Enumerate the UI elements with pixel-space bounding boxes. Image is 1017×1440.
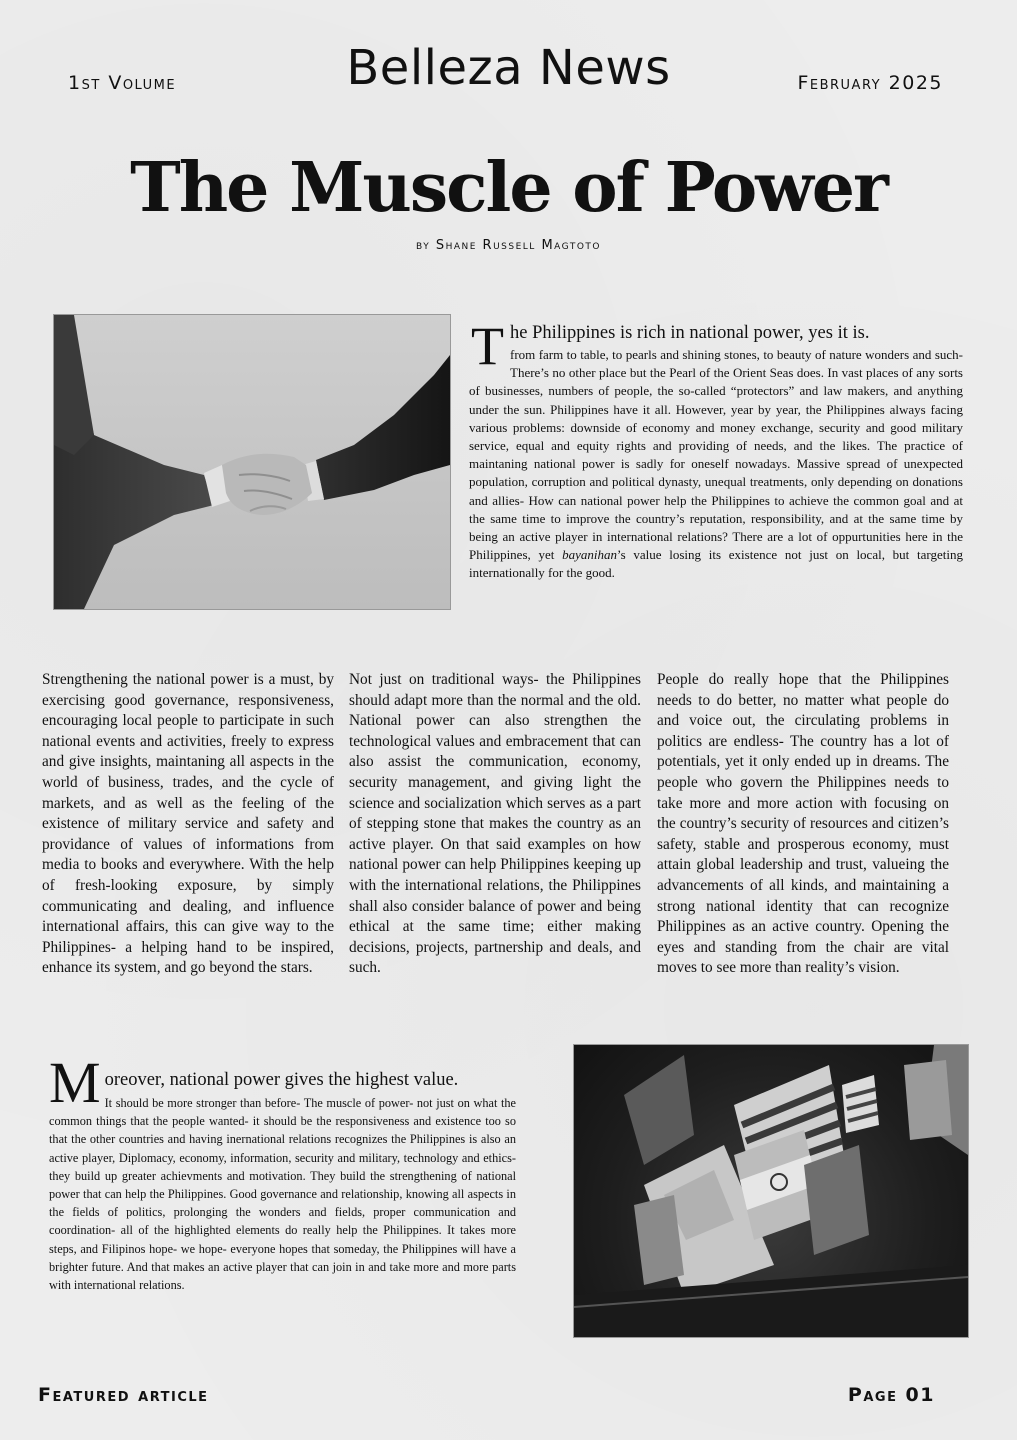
flags-photo [573, 1044, 969, 1338]
handshake-photo [53, 314, 451, 610]
intro-lead-sentence: he Philippines is rich in national power, yes it is. [510, 323, 870, 343]
issue-date: February 2025 [797, 72, 943, 94]
intro-dropcap: T [471, 316, 504, 376]
article-headline: The Muscle of Power [130, 148, 887, 228]
body-column-1: Strengthening the national power is a must, by exercising good governance, responsiveness, encouraging local people to participate in such national events and activities, freely to express and give insights, maintaning all aspects in the world of business, trades, and the cycle of markets, and as well as the feeling of the existence of military service and safety and providance of values of informations from media to books and everywhere. With the help of fresh-looking exposure, by simply communicating and dealing, and influence international affairs, this can give way to the Philippines- a helping hand to be inspired, enhance its system, and go beyond the stars. [42, 671, 334, 977]
page-number: Page 01 [847, 1384, 935, 1406]
volume-label: 1st Volume [68, 72, 177, 94]
conclusion-dropcap: M [49, 1050, 101, 1115]
intro-body-text: from farm to table, to pearls and shining stones, to beauty of nature wonders and such- There’s no other place but the Pearl of the Orient Seas does. In vast places of any sorts of businesses, numbers of people, the so-called “protectors” and law makers, and anything under the sun. Philippines have it all. However, year by year, the Philippines always facing various problems: downside of economy and money exchange, security and good military service, equal and equity rights and providing of needs, and the likes. The practice of maintaning national power is sadly for oneself nowadays. Massive spread of unexpected population, corruption and political dynasty, unequal treatments, only depending on donations and allies- How can national power help the Philippines to achieve the common goal and at the same time to improve the country’s reputation, responsibility, and at the same time by being an active player in international relations? There are a lot of oppurtunities here in the Philippines, yet [469, 347, 963, 563]
footer-section-label: Featured article [38, 1384, 209, 1406]
intro-italic-word: bayanihan [562, 547, 617, 563]
masthead-title: Belleza News [346, 40, 671, 96]
intro-body-text-end: ’s value losing its existence not just on local, but targeting internationally for the good. [469, 547, 963, 581]
body-column-3: People do really hope that the Philippines needs to do better, no matter what people do and voice out, the circulating problems in politics are endless- The country has a lot of potentials, yet it only ended up in dreams. The people who govern the Philippines needs to take more and more action with focusing on the country’s security of resources and citizen’s safety, stable and prosperous economy, must attain global leadership and trust, valueing the advancements of all kinds, and maintaining a strong national identity that can recognize Philippines as an active country. Opening the eyes and standing from the chair are vital moves to see more than reality’s vision. [657, 671, 949, 977]
conclusion-body-text: It should be more stronger than before- The muscle of power- not just on what the common things that the people wanted- it should be the responsiveness and existence too so that the other countries and having inernational relations recognizes the Philippines is also an active player, Diplomacy, economy, information, security and military, technology and ethics- they build up greater achievments and motivation. They build the strengthening of national power that can help the Philippines. Good governance and relationship, knowing all aspects in the fields of politics, prolonging the wonders and fields, proper communication and coordination- all of the highlighted elements do really help the Philippines. It takes more steps, and Filipinos hope- we hope- everyone hopes that someday, the Philippines will have a brighter future. And that makes an active player that can join in and take more and more parts with international relations. [49, 1096, 516, 1293]
conclusion-lead-sentence: oreover, national power gives the highest value. [104, 1070, 459, 1090]
intro-paragraph [469, 316, 963, 583]
article-byline: by Shane Russell Magtoto [416, 238, 601, 253]
body-column-2: Not just on traditional ways- the Philippines should adapt more than the normal and the old. National power can also strengthen the technological values and embracement that can also assist the communication, economy, security management, and giving light the science and socialization which serves as a part of stepping stone that makes the country as an active player. On that said examples on how national power can help Philippines keeping up with the international relations, the Philippines shall also consider balance of power and being ethical at the same time; either making decisions, projects, partnership and deals, and such. [349, 671, 641, 977]
conclusion-paragraph [49, 1050, 516, 1294]
